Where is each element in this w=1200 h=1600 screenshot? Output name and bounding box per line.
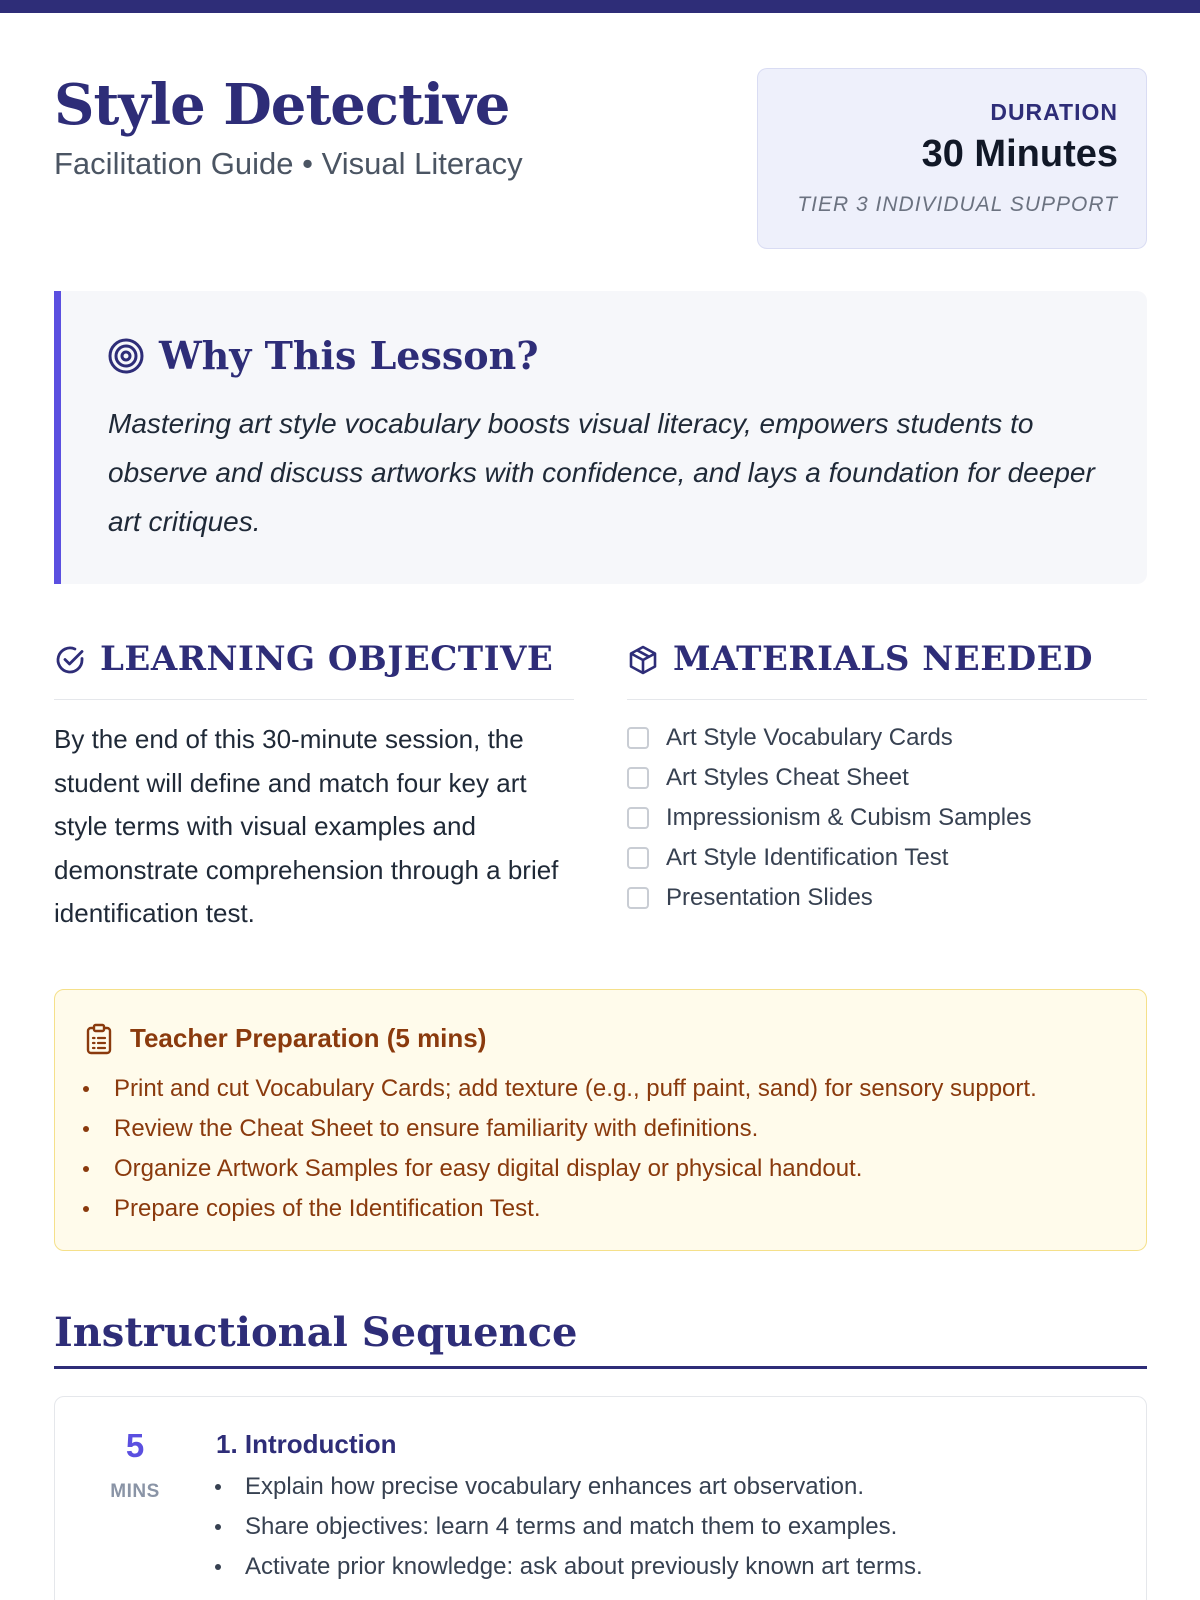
materials-header <box>627 640 1147 700</box>
prep-item: Prepare copies of the Identification Test. <box>81 1189 1037 1229</box>
bullet-icon <box>83 1166 89 1172</box>
material-item[interactable]: Impressionism & Cubism Samples <box>627 798 1147 838</box>
materials-list <box>627 718 1147 918</box>
objective-heading: LEARNING OBJECTIVE <box>100 639 554 679</box>
material-item[interactable]: Art Style Vocabulary Cards <box>627 718 1147 758</box>
step-item: Activate prior knowledge: ask about previously known art terms. <box>213 1547 923 1587</box>
step-list <box>213 1467 923 1587</box>
why-this-lesson-card <box>54 291 1147 584</box>
prep-item: Organize Artwork Samples for easy digital display or physical handout. <box>81 1149 1037 1189</box>
support-tier: TIER 3 INDIVIDUAL SUPPORT <box>797 193 1118 216</box>
prep-item: Print and cut Vocabulary Cards; add texture (e.g., puff paint, sand) for sensory support. <box>81 1069 1037 1109</box>
materials-heading: MATERIALS NEEDED <box>673 639 1094 679</box>
bullet-icon <box>215 1564 221 1570</box>
step-minutes-unit: MINS <box>110 1481 160 1502</box>
material-item[interactable]: Art Style Identification Test <box>627 838 1147 878</box>
box-icon <box>627 644 659 676</box>
clipboard-icon <box>85 1023 113 1055</box>
page-subtitle: Facilitation Guide • Visual Literacy <box>54 146 523 181</box>
material-checkbox[interactable] <box>627 767 649 789</box>
why-title: Why This Lesson? <box>159 333 539 378</box>
material-checkbox[interactable] <box>627 727 649 749</box>
teacher-preparation-card <box>54 989 1147 1251</box>
bullet-icon <box>83 1126 89 1132</box>
duration-label: DURATION <box>990 99 1118 125</box>
prep-list <box>81 1069 1037 1229</box>
step-title: 1. Introduction <box>216 1429 397 1459</box>
objective-text: By the end of this 30-minute session, the student will define and match four key art style terms with visual examples and demonstrate comprehension through a brief identification test. <box>54 724 559 928</box>
material-checkbox[interactable] <box>627 807 649 829</box>
material-item[interactable]: Art Styles Cheat Sheet <box>627 758 1147 798</box>
check-circle-icon <box>54 644 86 676</box>
target-icon <box>108 338 144 374</box>
material-checkbox[interactable] <box>627 887 649 909</box>
bullet-icon <box>83 1086 89 1092</box>
duration-value: 30 Minutes <box>921 133 1118 175</box>
top-accent-bar <box>0 0 1200 13</box>
bullet-icon <box>83 1206 89 1212</box>
prep-title: Teacher Preparation (5 mins) <box>130 1023 487 1053</box>
prep-item: Review the Cheat Sheet to ensure familiarity with definitions. <box>81 1109 1037 1149</box>
bullet-icon <box>215 1484 221 1490</box>
material-checkbox[interactable] <box>627 847 649 869</box>
step-item: Explain how precise vocabulary enhances art observation. <box>213 1467 923 1507</box>
bullet-icon <box>215 1524 221 1530</box>
page-title: Style Detective <box>54 72 510 138</box>
objective-header <box>54 640 574 700</box>
step-minutes: 5 <box>125 1427 145 1464</box>
why-text: Mastering art style vocabulary boosts visual literacy, empowers students to observe and discuss artworks with confidence, and lays a foundation for deeper art critiques. <box>108 408 1095 537</box>
sequence-divider <box>54 1366 1147 1369</box>
sequence-title: Instructional Sequence <box>54 1309 578 1356</box>
duration-card <box>757 68 1147 249</box>
material-item[interactable]: Presentation Slides <box>627 878 1147 918</box>
step-item: Share objectives: learn 4 terms and match them to examples. <box>213 1507 923 1547</box>
step-card <box>54 1396 1147 1600</box>
